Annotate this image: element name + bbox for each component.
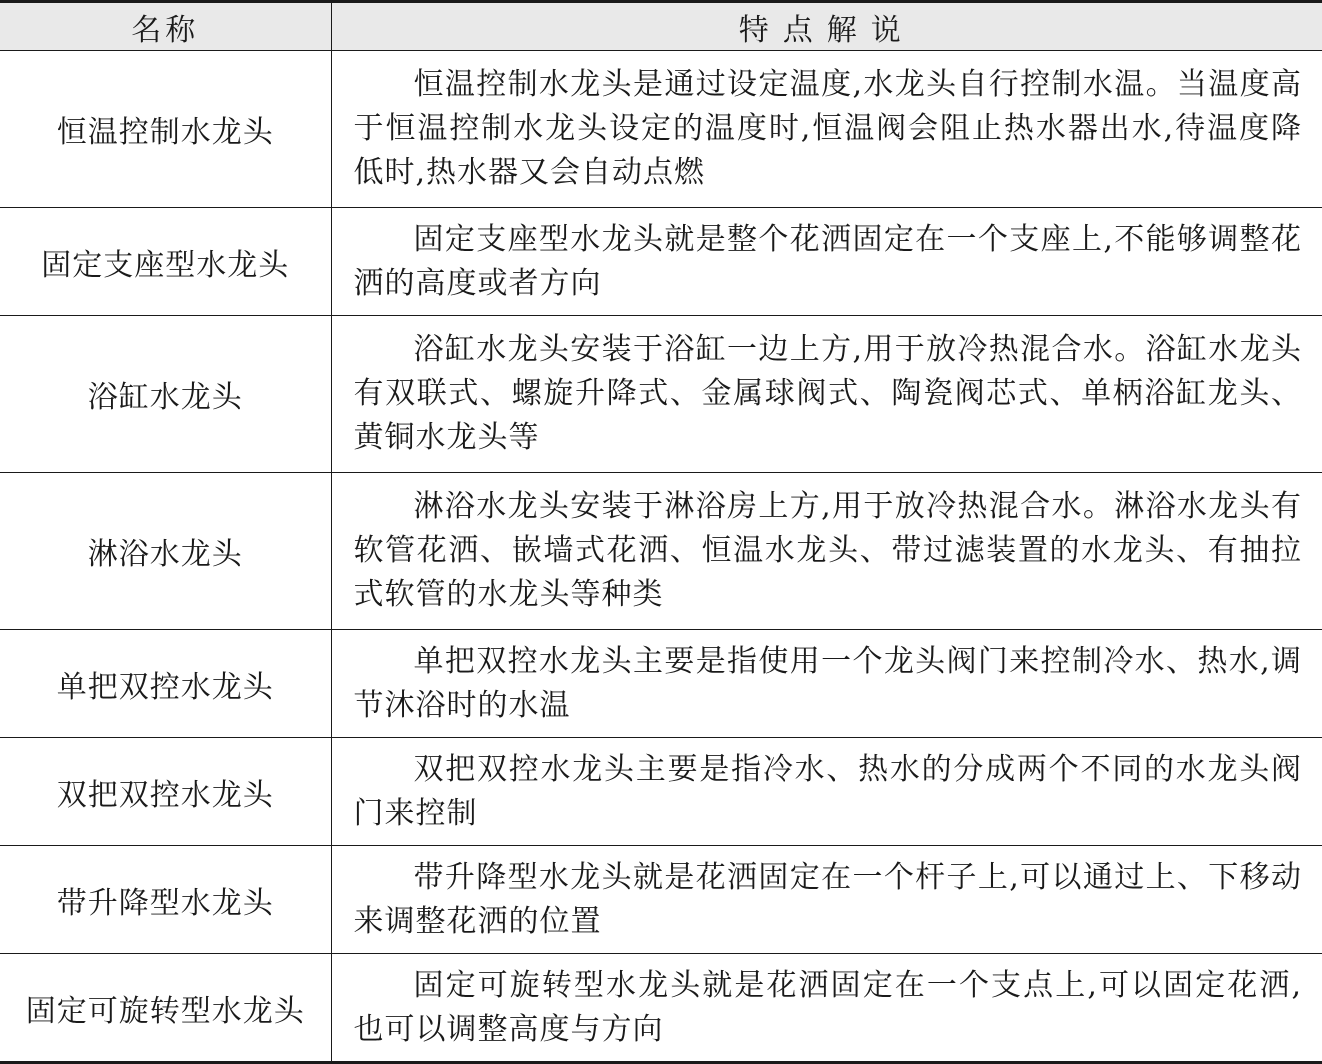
table-row [0,208,1322,316]
faucet-description: 浴缸水龙头安装于浴缸一边上方,用于放冷热混合水。浴缸水龙头有双联式、螺旋升降式、金属球阀式、陶瓷阀芯式、单柄浴缸龙头、黄铜水龙头等 [331,316,1322,473]
table-row [0,630,1322,738]
faucet-description: 淋浴水龙头安装于淋浴房上方,用于放冷热混合水。淋浴水龙头有软管花洒、嵌墙式花洒、恒温水龙头、带过滤装置的水龙头、有抽拉式软管的水龙头等种类 [331,473,1322,630]
header-name: 名称 [0,2,331,51]
faucet-description: 恒温控制水龙头是通过设定温度,水龙头自行控制水温。当温度高于恒温控制水龙头设定的温度时,恒温阀会阻止热水器出水,待温度降低时,热水器又会自动点燃 [331,51,1322,208]
faucet-description: 固定支座型水龙头就是整个花洒固定在一个支座上,不能够调整花洒的高度或者方向 [331,208,1322,316]
table-row [0,954,1322,1063]
faucet-name: 带升降型水龙头 [0,846,331,954]
faucet-name: 双把双控水龙头 [0,738,331,846]
table-row [0,738,1322,846]
faucet-description: 双把双控水龙头主要是指冷水、热水的分成两个不同的水龙头阀门来控制 [331,738,1322,846]
table-row [0,316,1322,473]
table-row [0,473,1322,630]
faucet-name: 单把双控水龙头 [0,630,331,738]
faucet-name: 固定支座型水龙头 [0,208,331,316]
table-row [0,51,1322,208]
faucet-description: 单把双控水龙头主要是指使用一个龙头阀门来控制冷水、热水,调节沐浴时的水温 [331,630,1322,738]
table-body [0,51,1322,1063]
faucet-name: 恒温控制水龙头 [0,51,331,208]
header-description: 特点解说 [331,2,1322,51]
header-row [0,2,1322,51]
faucet-description: 带升降型水龙头就是花洒固定在一个杆子上,可以通过上、下移动来调整花洒的位置 [331,846,1322,954]
table-header [0,2,1322,51]
faucet-name: 淋浴水龙头 [0,473,331,630]
faucet-name: 浴缸水龙头 [0,316,331,473]
faucet-description: 固定可旋转型水龙头就是花洒固定在一个支点上,可以固定花洒,也可以调整高度与方向 [353,967,1302,1047]
faucet-name: 固定可旋转型水龙头 [0,954,331,1063]
table-row [0,846,1322,954]
